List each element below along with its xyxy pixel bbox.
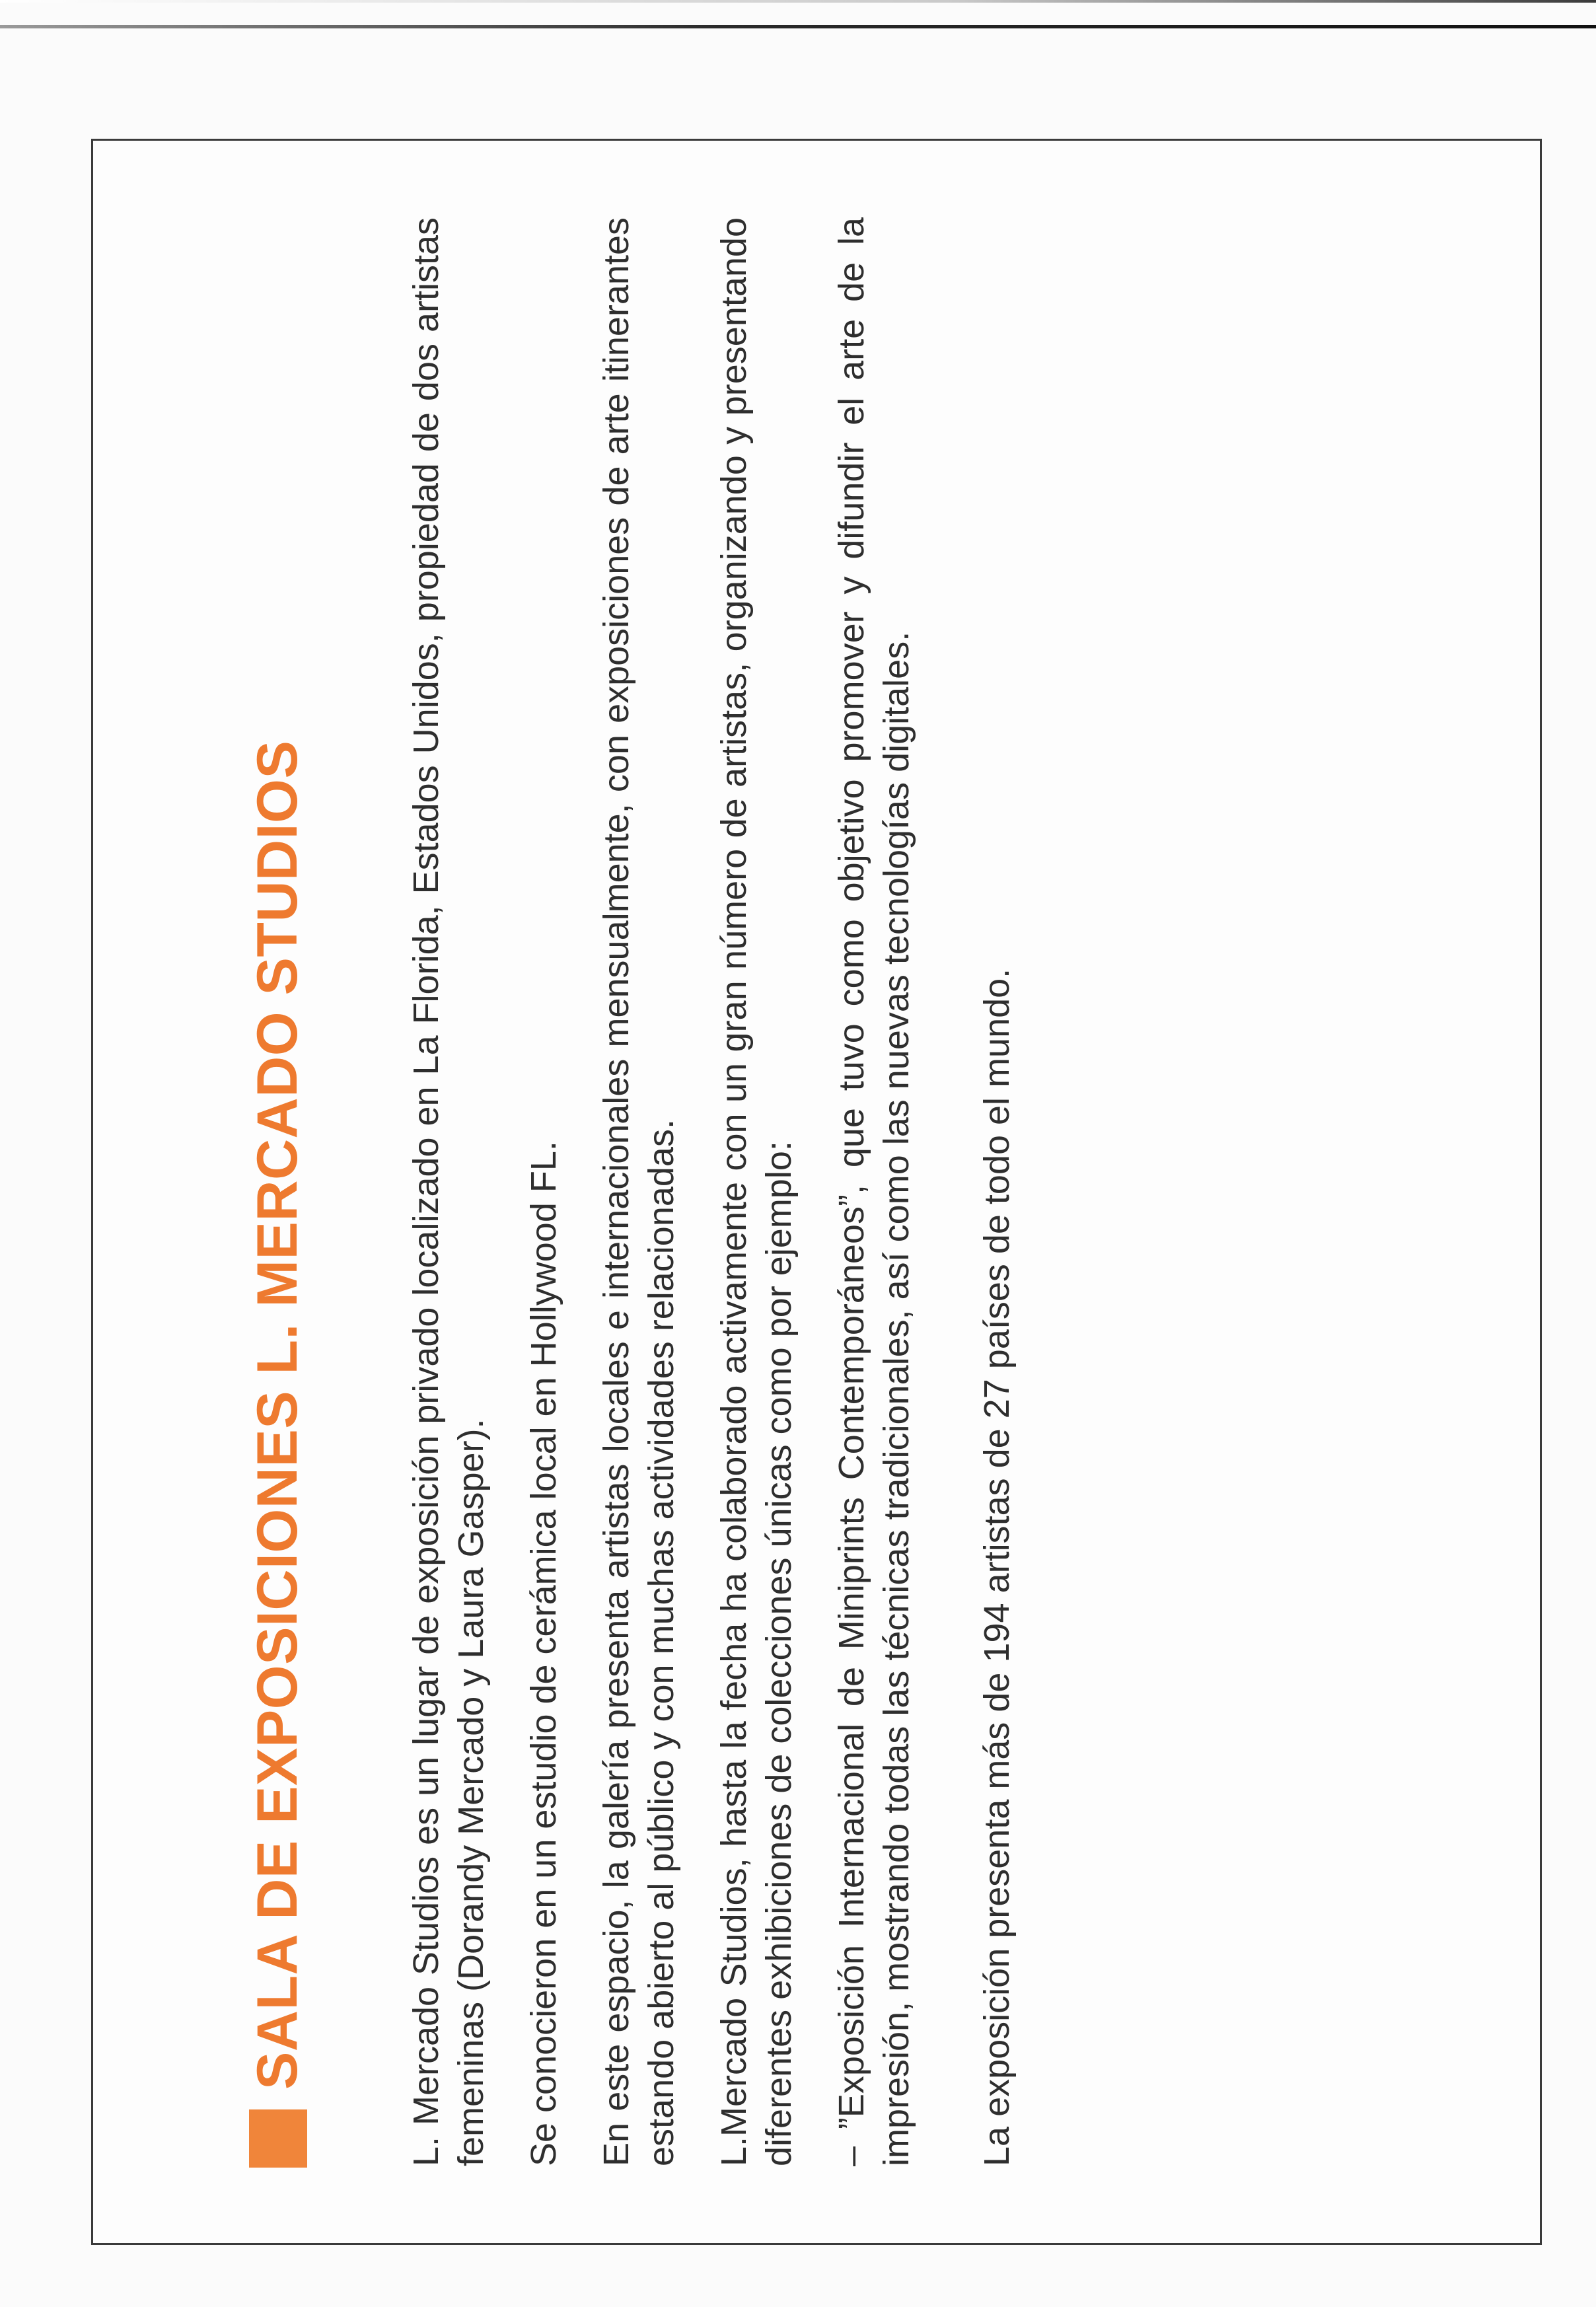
paragraph-origin: Se conocieron en un estudio de cerámica local en Hollywood FL. xyxy=(524,1141,563,2166)
slide-frame xyxy=(91,139,1542,2245)
paragraph-gallery: En este espacio, la galería presenta artistas locales e internacionales mensualmente, con exposiciones de arte itinerantes estando abierto al público y con muchas actividades relacionadas. xyxy=(597,217,681,2166)
title-bullet-square xyxy=(249,2109,307,2168)
scan-artifact-top xyxy=(0,0,1596,3)
title-row xyxy=(245,741,310,2168)
slide-body xyxy=(404,217,1047,2166)
paragraph-collaboration: L.Mercado Studios, hasta la fecha ha colaborado activamente con un gran número de artistas, organizando y presentando diferentes exhibiciones de colecciones únicas como por ejemplo: xyxy=(714,217,799,2166)
paragraph-artists-count: La exposición presenta más de 194 artistas de 27 países de todo el mundo. xyxy=(977,968,1017,2166)
slide-title: SALA DE EXPOSICIONES L. MERCADO STUDIOS xyxy=(246,740,309,2090)
scan-artifact-line xyxy=(0,25,1596,28)
paragraph-intro: L. Mercado Studios es un lugar de exposición privado localizado en La Florida, Estados Unidos, propiedad de dos artistas femeninas (Dorandy Mercado y Laura Gasper). xyxy=(406,217,491,2166)
slide-content xyxy=(93,141,1544,2247)
paragraph-miniprints: – ”Exposición Internacional de Miniprints Contemporáneos”, que tuvo como objetivo promover y difundir el arte de la impresión, mostrando todas las técnicas tradicionales, así como las nuevas tecnologías digitales. xyxy=(832,217,916,2166)
